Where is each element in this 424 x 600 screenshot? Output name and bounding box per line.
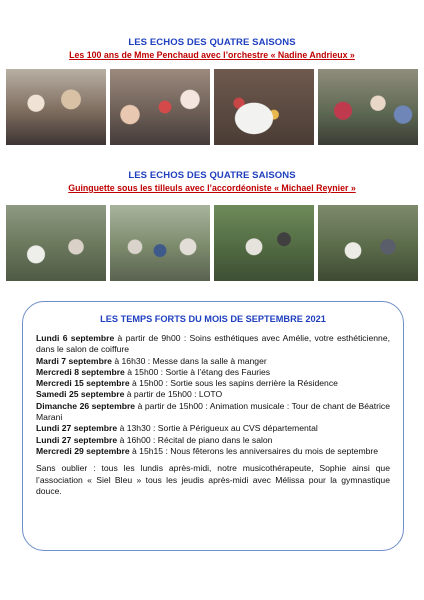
event-day: Lundi 6 septembre (36, 333, 115, 343)
event-text: à 15h00 : Sortie sous les sapins derrière la Résidence (129, 378, 338, 389)
photo-row-guinguette (6, 205, 418, 281)
event-day: Samedi 25 septembre (36, 389, 125, 400)
event-day: Lundi 27 septembre (36, 434, 118, 445)
event-day: Mardi 7 septembre (36, 355, 112, 366)
section1-title: LES ECHOS DES QUATRE SAISONS (128, 37, 296, 48)
event-text: à 15h00 : Sortie à l’étang des Fauries (124, 366, 271, 377)
event-day: Mercredi 15 septembre (36, 378, 130, 389)
photo-garden-dance (6, 205, 106, 281)
photo-garden-residents (110, 205, 210, 281)
event-item (36, 389, 390, 400)
event-item (36, 333, 390, 356)
event-day: Dimanche 26 septembre (36, 400, 136, 411)
photo-audience (318, 69, 418, 145)
events-title: LES TEMPS FORTS DU MOIS DE SEPTEMBRE 2021 (100, 314, 326, 324)
section1-subtitle: Les 100 ans de Mme Penchaud avec l’orchestre « Nadine Andrieux » (69, 50, 355, 60)
event-day: Lundi 27 septembre (36, 423, 118, 434)
event-item (36, 446, 390, 457)
photo-garden-group (318, 205, 418, 281)
events-note: Sans oublier : tous les lundis après-midi, notre musicothérapeute, Sophie ainsi que l’association « Siel Bleu » tous les jeudis après-midi avec Mélissa pour la gymnastique douce. (36, 463, 390, 496)
section2-subtitle: Guinguette sous les tilleuls avec l’accordéoniste « Michael Reynier » (68, 183, 356, 193)
section2-title: LES ECHOS DES QUATRE SAISONS (128, 170, 296, 181)
photo-accordionist (214, 205, 314, 281)
event-text: à 15h15 : Nous fêterons les anniversaires du mois de septembre (129, 445, 379, 456)
event-item (36, 378, 390, 389)
event-text: à partir de 15h00 : LOTO (124, 389, 223, 400)
event-day: Mercredi 29 septembre (36, 445, 130, 456)
events-box (22, 301, 404, 551)
event-text: à 16h00 : Récital de piano dans le salon (117, 434, 273, 445)
event-text: à 16h30 : Messe dans la salle à manger (111, 355, 267, 366)
event-text: à partir de 9h00 : Soins esthétiques avec Amélie, votre esthéticienne, dans le salon de coiffure (36, 333, 390, 355)
event-item (36, 401, 390, 424)
event-item (36, 356, 390, 367)
event-item (36, 435, 390, 446)
event-text: à 13h30 : Sortie à Périgueux au CVS départemental (117, 423, 318, 434)
photo-row-centenary (6, 69, 418, 145)
photo-birthday-cake (214, 69, 314, 145)
event-day: Mercredi 8 septembre (36, 366, 125, 377)
event-item (36, 367, 390, 378)
photo-orchestra (6, 69, 106, 145)
event-item (36, 423, 390, 434)
photo-residents-party (110, 69, 210, 145)
event-text: à partir de 15h00 : Animation musicale : Tour de chant de Béatrice Marani (36, 400, 390, 423)
events-list (36, 333, 390, 457)
